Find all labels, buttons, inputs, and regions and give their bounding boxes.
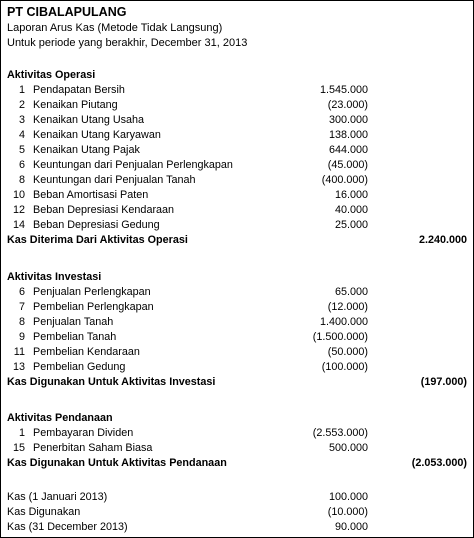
line-item bbox=[1, 345, 473, 360]
line-item-description: Keuntungan dari Penjualan Tanah bbox=[33, 174, 196, 186]
line-item bbox=[1, 188, 473, 203]
line-item bbox=[1, 98, 473, 113]
line-item-number: 2 bbox=[18, 99, 25, 111]
total-row bbox=[1, 375, 473, 390]
section-operasi bbox=[1, 68, 473, 248]
cash-summary-row bbox=[1, 490, 473, 505]
total-row bbox=[1, 456, 473, 471]
line-item-description: Keuntungan dari Penjualan Perlengkapan bbox=[33, 159, 233, 171]
total-amount: 2.240.000 bbox=[418, 234, 467, 246]
line-item-description: Pembelian Tanah bbox=[33, 331, 117, 343]
section-heading: Aktivitas Investasi bbox=[7, 271, 102, 283]
line-item-amount: (1.500.000) bbox=[312, 331, 368, 343]
cash-summary-label: Kas (1 Januari 2013) bbox=[7, 491, 108, 503]
line-item-amount: (2.553.000) bbox=[312, 427, 368, 439]
line-item bbox=[1, 158, 473, 173]
line-item-number: 1 bbox=[18, 84, 25, 96]
cash-summary-amount: (10.000) bbox=[327, 506, 368, 518]
line-item-amount: 65.000 bbox=[334, 286, 368, 298]
line-item-amount: (50.000) bbox=[327, 346, 368, 358]
report-title: Laporan Arus Kas (Metode Tidak Langsung) bbox=[7, 22, 223, 34]
line-item-description: Kenaikan Utang Karyawan bbox=[33, 129, 161, 141]
line-item-number: 14 bbox=[12, 219, 25, 231]
line-item-description: Pendapatan Bersih bbox=[33, 84, 125, 96]
line-item-number: 5 bbox=[18, 144, 25, 156]
line-item bbox=[1, 360, 473, 375]
line-item-description: Kenaikan Utang Usaha bbox=[33, 114, 145, 126]
line-item-number: 4 bbox=[18, 129, 25, 141]
line-item-amount: 16.000 bbox=[334, 189, 368, 201]
line-item-number: 8 bbox=[18, 316, 25, 328]
line-item bbox=[1, 203, 473, 218]
line-item-number: 15 bbox=[12, 442, 25, 454]
line-item-number: 6 bbox=[18, 159, 25, 171]
line-item-number: 11 bbox=[13, 346, 25, 358]
line-item bbox=[1, 173, 473, 188]
line-item-description: Penerbitan Saham Biasa bbox=[33, 442, 153, 454]
line-item-amount: 1.545.000 bbox=[319, 84, 368, 96]
line-item-number: 8 bbox=[18, 174, 25, 186]
cash-summary-row bbox=[1, 505, 473, 520]
cash-summary-amount: 100.000 bbox=[328, 491, 368, 503]
line-item bbox=[1, 143, 473, 158]
report-period: Untuk periode yang berakhir, December 31, 2013 bbox=[7, 37, 248, 49]
line-item-description: Kenaikan Piutang bbox=[33, 99, 118, 111]
section-pendanaan bbox=[1, 411, 473, 471]
line-item-description: Pembelian Kendaraan bbox=[33, 346, 140, 358]
line-item-description: Kenaikan Utang Pajak bbox=[33, 144, 140, 156]
line-item-amount: (45.000) bbox=[327, 159, 368, 171]
line-item-number: 7 bbox=[18, 301, 25, 313]
section-kas bbox=[1, 490, 473, 535]
line-item-amount: 1.400.000 bbox=[319, 316, 368, 328]
line-item-description: Penjualan Perlengkapan bbox=[33, 286, 151, 298]
line-item-number: 10 bbox=[12, 189, 25, 201]
line-item bbox=[1, 315, 473, 330]
total-label: Kas Digunakan Untuk Aktivitas Investasi bbox=[7, 376, 216, 388]
line-item-amount: (23.000) bbox=[327, 99, 368, 111]
line-item-description: Beban Depresiasi Gedung bbox=[33, 219, 160, 231]
total-row bbox=[1, 233, 473, 248]
line-item bbox=[1, 113, 473, 128]
total-amount: (197.000) bbox=[420, 376, 467, 388]
line-item-number: 12 bbox=[12, 204, 25, 216]
line-item-amount: 300.000 bbox=[328, 114, 368, 126]
section-heading: Aktivitas Pendanaan bbox=[7, 412, 113, 424]
line-item-amount: (400.000) bbox=[321, 174, 368, 186]
line-item bbox=[1, 218, 473, 233]
total-label: Kas Digunakan Untuk Aktivitas Pendanaan bbox=[7, 457, 227, 469]
cash-summary-row bbox=[1, 520, 473, 535]
line-item bbox=[1, 128, 473, 143]
company-name: PT CIBALAPULANG bbox=[7, 5, 127, 19]
line-item-description: Pembelian Gedung bbox=[33, 361, 126, 373]
cash-summary-amount: 90.000 bbox=[334, 521, 368, 533]
line-item-amount: 40.000 bbox=[334, 204, 368, 216]
total-amount: (2.053.000) bbox=[411, 457, 467, 469]
line-item-description: Beban Amortisasi Paten bbox=[33, 189, 149, 201]
line-item-description: Penjualan Tanah bbox=[33, 316, 114, 328]
line-item-description: Beban Depresiasi Kendaraan bbox=[33, 204, 175, 216]
line-item-description: Pembayaran Dividen bbox=[33, 427, 134, 439]
line-item bbox=[1, 300, 473, 315]
line-item-amount: (100.000) bbox=[321, 361, 368, 373]
cash-summary-label: Kas Digunakan bbox=[7, 506, 81, 518]
line-item-number: 6 bbox=[18, 286, 25, 298]
line-item bbox=[1, 426, 473, 441]
section-heading: Aktivitas Operasi bbox=[7, 69, 96, 81]
line-item-amount: 500.000 bbox=[328, 442, 368, 454]
cash-summary-label: Kas (31 December 2013) bbox=[7, 521, 128, 533]
line-item-amount: 644.000 bbox=[328, 144, 368, 156]
line-item-number: 1 bbox=[18, 427, 25, 439]
line-item bbox=[1, 441, 473, 456]
total-label: Kas Diterima Dari Aktivitas Operasi bbox=[7, 234, 188, 246]
line-item-number: 3 bbox=[18, 114, 25, 126]
line-item-amount: (12.000) bbox=[327, 301, 368, 313]
line-item bbox=[1, 285, 473, 300]
line-item bbox=[1, 330, 473, 345]
line-item-number: 9 bbox=[18, 331, 25, 343]
section-investasi bbox=[1, 270, 473, 390]
line-item-description: Pembelian Perlengkapan bbox=[33, 301, 154, 313]
line-item bbox=[1, 83, 473, 98]
line-item-amount: 25.000 bbox=[334, 219, 368, 231]
line-item-number: 13 bbox=[12, 361, 25, 373]
line-item-amount: 138.000 bbox=[328, 129, 368, 141]
